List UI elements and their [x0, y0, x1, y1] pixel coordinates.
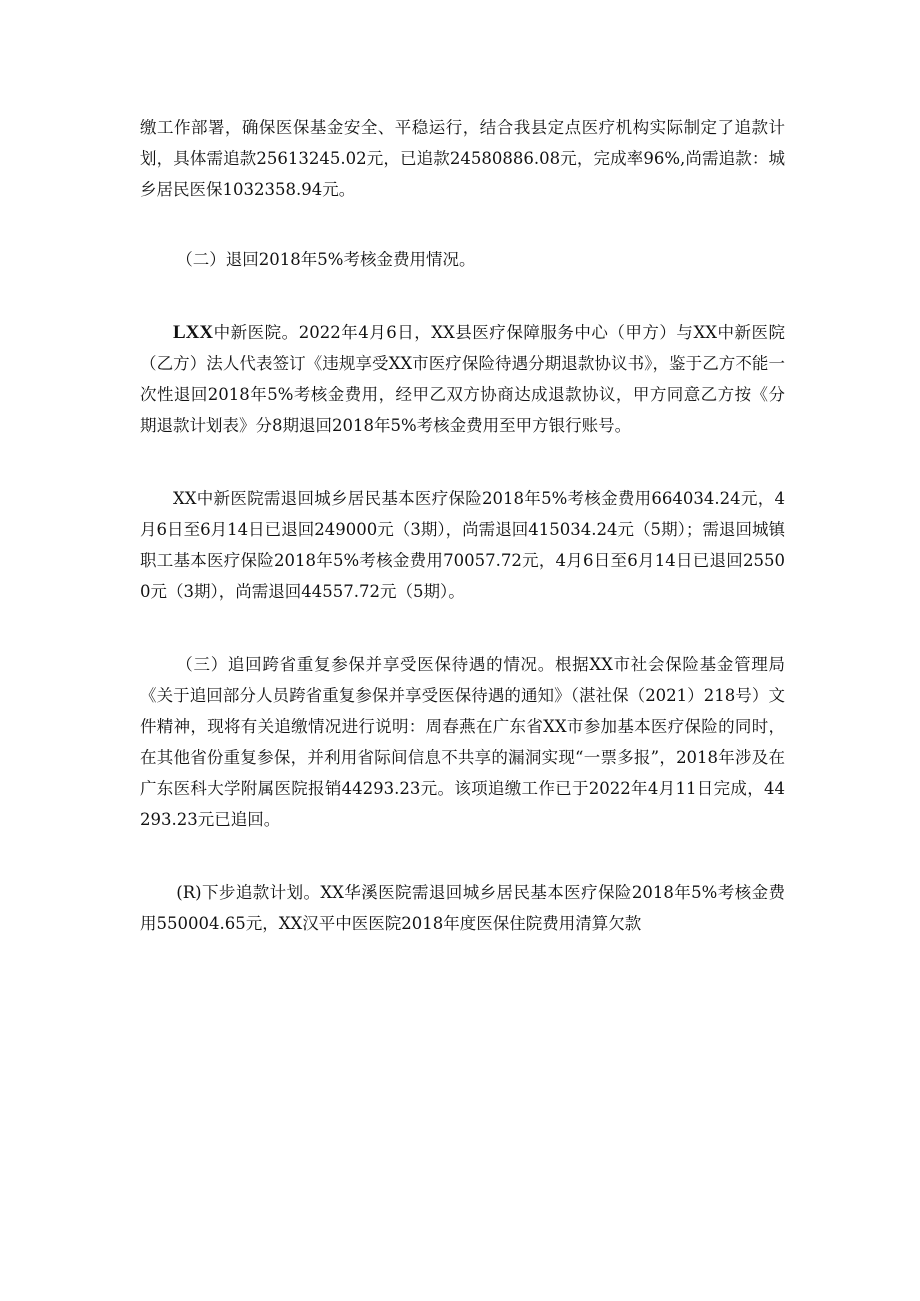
section-heading-2: （二）退回2018年5%考核金费用情况。 — [176, 250, 476, 269]
paragraph-text: 中新医院。2022年4月6日，XX县医疗保障服务中心（甲方）与XX中新医院（乙方）法人代表签订《违规享受XX市医疗保险待遇分期退款协议书》，鉴于乙方不能一次性退回2018年5%考核金费用，经甲乙双方协商达成退款协议，甲方同意乙方按《分期退款计划表》分8期退回2018年5%考核金费用至甲方银行账号。 — [140, 323, 785, 435]
paragraph-section-3: （三）追回跨省重复参保并享受医保待遇的情况。根据XX市社会保险基金管理局《关于追回部分人员跨省重复参保并享受医保待遇的通知》（湛社保（2021）218号）文件精神，现将有关追缴情况进行说明：周春燕在广东省XX市参加基本医疗保险的同时，在其他省份重复参保，并利用省际间信息不共享的漏洞实现“一票多报”，2018年涉及在广东医科大学附属医院报销44293.23元。该项追缴工作已于2022年4月11日完成，44293.23元已追回。 — [140, 655, 785, 829]
paragraph-zhongxin-refund: XX中新医院需退回城乡居民基本医疗保险2018年5%考核金费用664034.24元，4月6日至6月14日已退回249000元（3期），尚需退回415034.24元（5期）；需退回城镇职工基本医疗保险2018年5%考核金费用70057.72元，4月6日至6月14日已退回25500元（3期），尚需退回44557.72元（5期）。 — [140, 489, 785, 601]
paragraph-zhongxin-agreement — [140, 317, 785, 441]
paragraph-recovery-plan: 缴工作部署，确保医保基金安全、平稳运行，结合我县定点医疗机构实际制定了追款计划，具体需追款25613245.02元，已追款24580886.08元，完成率96%,尚需追款：城乡居民医保1032358.94元。 — [140, 118, 785, 199]
document-page — [140, 112, 785, 939]
bold-lead-text: LXX — [173, 322, 214, 343]
paragraph-section-4: (R)下步追款计划。XX华溪医院需退回城乡居民基本医疗保险2018年5%考核金费用550004.65元，XX汉平中医医院2018年度医保住院费用清算欠款 — [140, 883, 785, 933]
